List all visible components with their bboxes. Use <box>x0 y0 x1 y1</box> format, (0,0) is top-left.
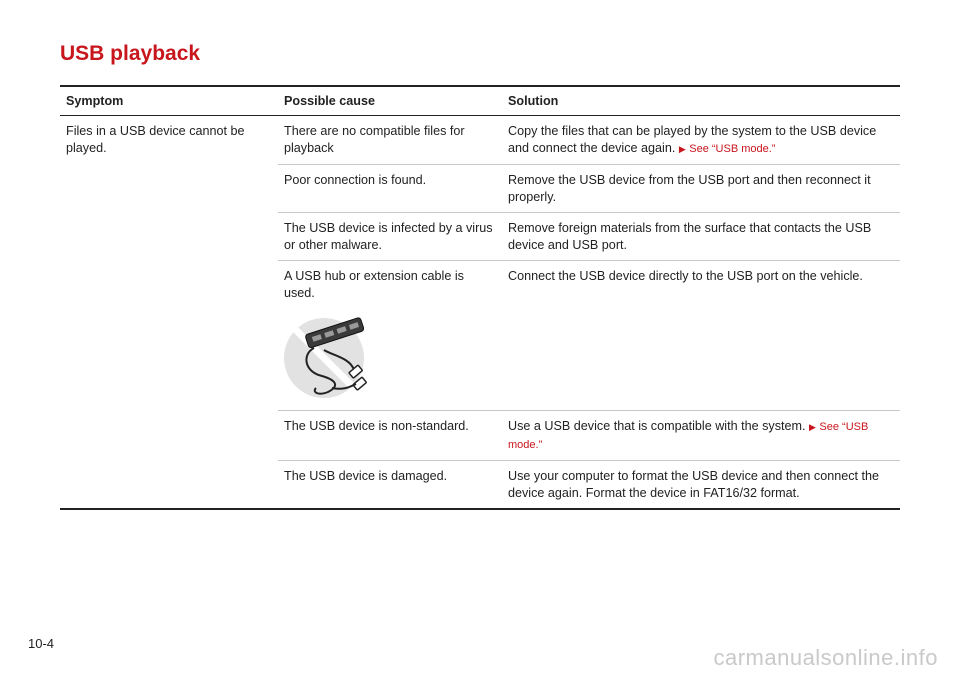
usb-hub-prohibited-icon <box>284 312 380 398</box>
table-header-row <box>60 86 900 116</box>
header-symptom: Symptom <box>60 86 278 116</box>
triangle-arrow-icon: ▶ <box>808 422 816 432</box>
see-reference-link[interactable]: See “USB mode.” <box>689 143 776 155</box>
table-row <box>60 116 900 165</box>
cause-cell: The USB device is damaged. <box>278 461 502 510</box>
solution-cell: Remove foreign materials from the surface that contacts the USB device and USB port. <box>502 213 900 261</box>
see-reference-link[interactable]: See “USB mode.” <box>508 421 869 451</box>
cause-text: A USB hub or extension cable is used. <box>284 269 464 300</box>
header-possible-cause: Possible cause <box>278 86 502 116</box>
solution-cell <box>502 411 900 461</box>
cause-cell <box>278 261 502 411</box>
solution-cell: Use your computer to format the USB device and then connect the device again. Format the device in FAT16/32 format. <box>502 461 900 510</box>
solution-cell <box>502 116 900 165</box>
header-solution: Solution <box>502 86 900 116</box>
solution-cell: Remove the USB device from the USB port and then reconnect it properly. <box>502 165 900 213</box>
troubleshooting-table <box>60 85 900 510</box>
page-title: USB playback <box>60 42 201 65</box>
cause-cell: There are no compatible files for playback <box>278 116 502 165</box>
symptom-cell: Files in a USB device cannot be played. <box>60 116 278 510</box>
triangle-arrow-icon: ▶ <box>678 144 686 154</box>
page-number: 10-4 <box>28 636 55 651</box>
cause-cell: The USB device is non-standard. <box>278 411 502 461</box>
solution-text: Use a USB device that is compatible with the system. <box>508 419 806 433</box>
cause-cell: Poor connection is found. <box>278 165 502 213</box>
cause-cell: The USB device is infected by a virus or other malware. <box>278 213 502 261</box>
solution-text: Copy the files that can be played by the system to the USB device and connect the device again. <box>508 124 877 155</box>
solution-cell: Connect the USB device directly to the USB port on the vehicle. <box>502 261 900 411</box>
watermark: carmanualsonline.info <box>713 645 938 670</box>
